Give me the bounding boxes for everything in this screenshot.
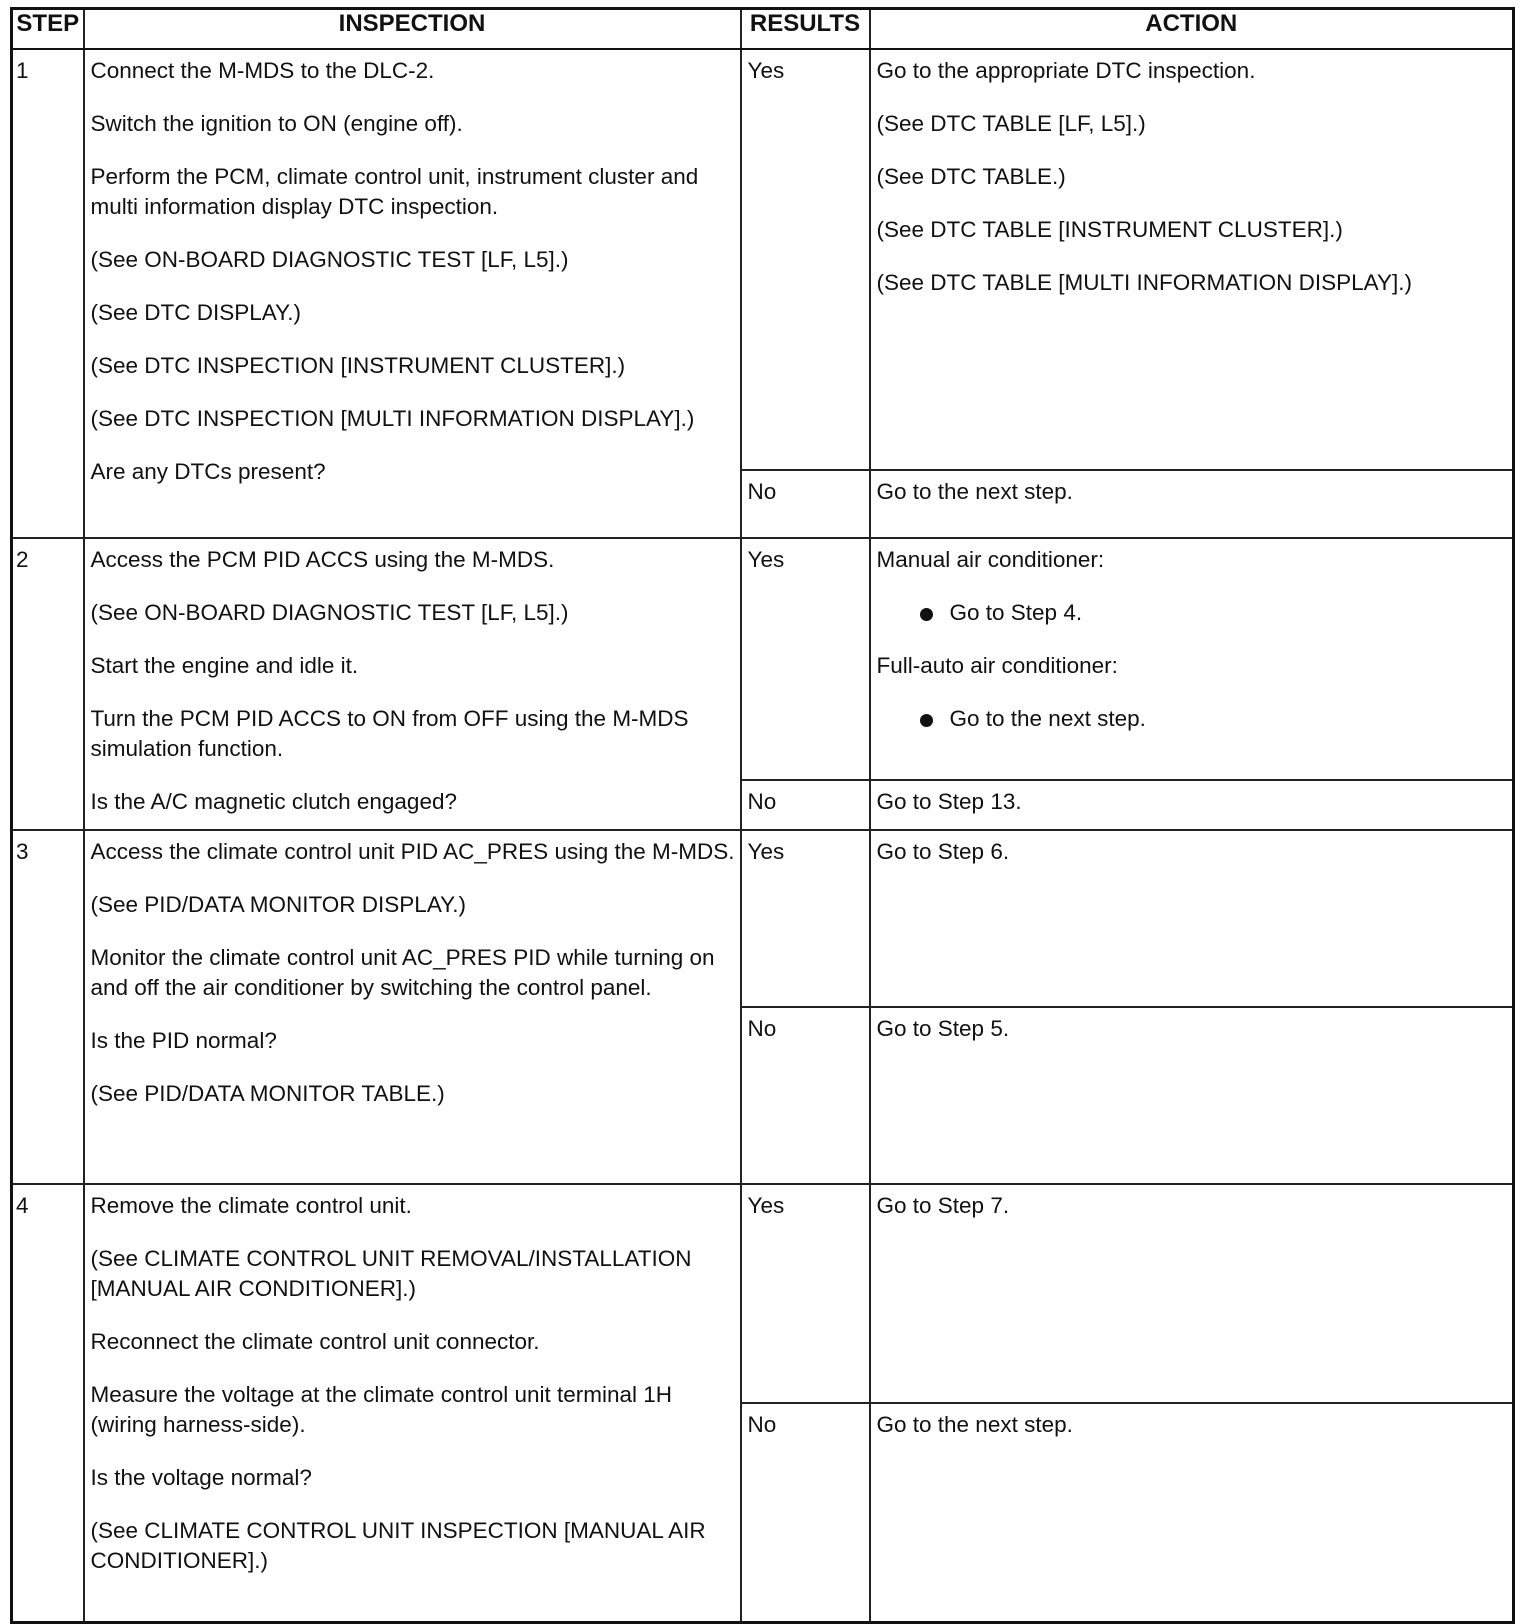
inspection-text: (See CLIMATE CONTROL UNIT REMOVAL/INSTALLATION [MANUAL AIR CONDITIONER].) xyxy=(90,1246,692,1301)
inspection-text: Start the engine and idle it. xyxy=(90,653,359,678)
table-header-row xyxy=(12,9,1514,50)
manual-ac-label: Manual air conditioner: xyxy=(876,547,1105,572)
inspection-text: (See PID/DATA MONITOR TABLE.) xyxy=(90,1081,445,1106)
inspection-text: Reconnect the climate control unit connector. xyxy=(90,1329,540,1354)
inspection-cell xyxy=(84,538,741,830)
step-number: 2 xyxy=(12,538,84,830)
inspection-text: (See CLIMATE CONTROL UNIT INSPECTION [MANUAL AIR CONDITIONER].) xyxy=(90,1518,706,1573)
action-cell xyxy=(870,830,1514,1007)
step-number: 3 xyxy=(12,830,84,1184)
action-text: Go to Step 13. xyxy=(876,789,1022,814)
diagnostic-table xyxy=(10,7,1515,1624)
bullet-icon xyxy=(920,714,933,727)
action-text: (See DTC TABLE.) xyxy=(876,164,1066,189)
action-text: Go to the next step. xyxy=(876,1412,1073,1437)
result-no: No xyxy=(741,780,870,830)
header-inspection: INSPECTION xyxy=(84,9,741,50)
inspection-text: Connect the M-MDS to the DLC-2. xyxy=(90,58,435,83)
action-text: Go to Step 5. xyxy=(876,1016,1010,1041)
auto-ac-label: Full-auto air conditioner: xyxy=(876,653,1118,678)
inspection-text: Access the climate control unit PID AC_PRES using the M-MDS. xyxy=(90,839,735,864)
inspection-text: Switch the ignition to ON (engine off). xyxy=(90,111,463,136)
inspection-text: Turn the PCM PID ACCS to ON from OFF using the M-MDS simulation function. xyxy=(90,706,689,761)
action-text: (See DTC TABLE [MULTI INFORMATION DISPLAY].) xyxy=(876,270,1412,295)
result-yes: Yes xyxy=(741,49,870,470)
inspection-text: Monitor the climate control unit AC_PRES PID while turning on and off the air conditioner by switching the control panel. xyxy=(90,945,715,1000)
inspection-cell xyxy=(84,830,741,1184)
action-cell xyxy=(870,1403,1514,1622)
table-row xyxy=(12,830,1514,1007)
inspection-text: (See DTC DISPLAY.) xyxy=(90,300,301,325)
action-cell xyxy=(870,49,1514,470)
header-step: STEP xyxy=(12,9,84,50)
table-row xyxy=(12,538,1514,780)
list-item xyxy=(914,598,1508,628)
step-number: 4 xyxy=(12,1184,84,1622)
list-item xyxy=(914,704,1508,734)
action-text: Go to Step 6. xyxy=(876,839,1010,864)
inspection-text: (See DTC INSPECTION [INSTRUMENT CLUSTER].) xyxy=(90,353,626,378)
table-row xyxy=(12,1184,1514,1403)
result-yes: Yes xyxy=(741,538,870,780)
bullet-text: Go to Step 4. xyxy=(949,600,1083,625)
action-cell xyxy=(870,470,1514,538)
action-text: Go to Step 7. xyxy=(876,1193,1010,1218)
inspection-question: Are any DTCs present? xyxy=(90,459,326,484)
inspection-text: (See ON-BOARD DIAGNOSTIC TEST [LF, L5].) xyxy=(90,600,569,625)
inspection-text: Access the PCM PID ACCS using the M-MDS. xyxy=(90,547,555,572)
inspection-question: Is the PID normal? xyxy=(90,1028,277,1053)
header-results: RESULTS xyxy=(741,9,870,50)
action-cell xyxy=(870,538,1514,780)
step-number: 1 xyxy=(12,49,84,538)
result-yes: Yes xyxy=(741,830,870,1007)
inspection-text: (See ON-BOARD DIAGNOSTIC TEST [LF, L5].) xyxy=(90,247,569,272)
result-no: No xyxy=(741,1007,870,1184)
inspection-question: Is the voltage normal? xyxy=(90,1465,312,1490)
inspection-text: Measure the voltage at the climate control unit terminal 1H (wiring harness-side). xyxy=(90,1382,673,1437)
action-cell xyxy=(870,780,1514,830)
action-text: Go to the next step. xyxy=(876,479,1073,504)
action-text: (See DTC TABLE [LF, L5].) xyxy=(876,111,1146,136)
action-text: (See DTC TABLE [INSTRUMENT CLUSTER].) xyxy=(876,217,1343,242)
action-cell xyxy=(870,1007,1514,1184)
action-text: Go to the appropriate DTC inspection. xyxy=(876,58,1256,83)
inspection-text: Remove the climate control unit. xyxy=(90,1193,412,1218)
result-no: No xyxy=(741,470,870,538)
action-cell xyxy=(870,1184,1514,1403)
inspection-cell xyxy=(84,49,741,538)
result-yes: Yes xyxy=(741,1184,870,1403)
troubleshooting-sheet xyxy=(10,7,1512,1621)
inspection-text: (See DTC INSPECTION [MULTI INFORMATION DISPLAY].) xyxy=(90,406,695,431)
header-action: ACTION xyxy=(870,9,1514,50)
inspection-cell xyxy=(84,1184,741,1622)
table-row xyxy=(12,49,1514,470)
inspection-question: Is the A/C magnetic clutch engaged? xyxy=(90,789,457,814)
bullet-icon xyxy=(920,608,933,621)
bullet-text: Go to the next step. xyxy=(949,706,1146,731)
result-no: No xyxy=(741,1403,870,1622)
inspection-text: Perform the PCM, climate control unit, instrument cluster and multi information display DTC inspection. xyxy=(90,164,699,219)
inspection-text: (See PID/DATA MONITOR DISPLAY.) xyxy=(90,892,467,917)
